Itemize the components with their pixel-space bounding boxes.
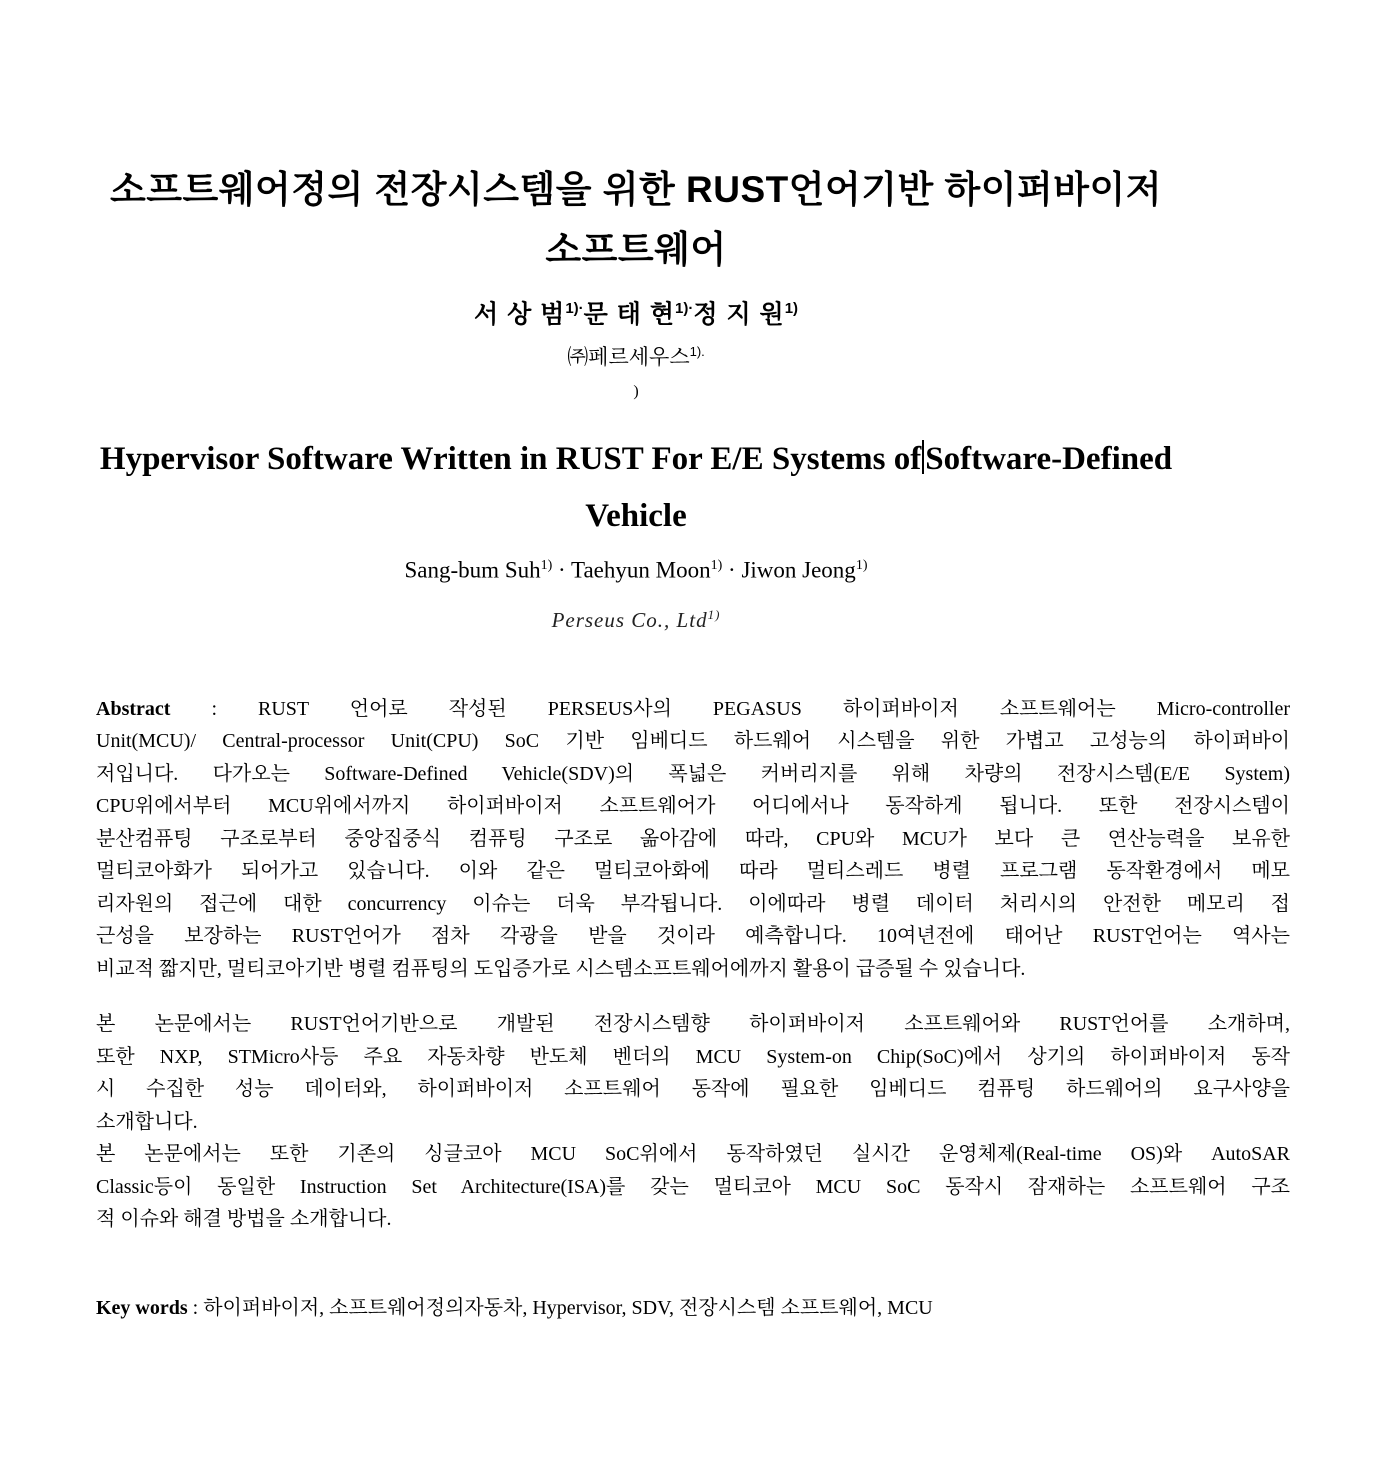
abstract-label: Abstract xyxy=(96,697,171,720)
author-footnote-mark: 1) xyxy=(540,558,553,574)
paragraph-line: 소개합니다. xyxy=(96,1110,198,1133)
author-footnote-mark: 1) xyxy=(855,558,868,574)
abstract-section xyxy=(96,693,1290,1324)
english-title xyxy=(96,431,1176,545)
english-author-name: Sang-bum Suh xyxy=(404,557,541,583)
english-title-line2: Vehicle xyxy=(585,498,687,535)
author-separator: · xyxy=(552,557,572,583)
english-affiliation xyxy=(96,600,1176,635)
abstract-line: 분산컴퓨팅 구조로부터 중앙집중식 컴퓨팅 구조로 옮아감에 따라, CPU와 MCU가 보다 큰 연산능력을 보유한 xyxy=(96,827,1290,850)
paragraph-line: 또한 NXP, STMicro사등 주요 자동차향 반도체 벤더의 MCU System-on Chip(SoC)에서 상기의 하이퍼바이저 동작 xyxy=(96,1045,1290,1068)
abstract-line: 멀티코아화가 되어가고 있습니다. 이와 같은 멀티코아화에 따라 멀티스레드 병렬 프로그램 동작환경에서 메모 xyxy=(96,860,1290,883)
abstract-line: CPU위에서부터 MCU위에서까지 하이퍼바이저 소프트웨어가 어디에서나 동작하게 됩니다. 또한 전장시스템이 xyxy=(96,795,1290,818)
abstract-line: Unit(MCU)/ Central-processor Unit(CPU) SoC 기반 임베디드 하드웨어 시스템을 위한 가볍고 고성능의 하이퍼바이 xyxy=(96,730,1290,753)
keywords-line xyxy=(96,1292,1290,1324)
affiliation-footnote-mark: 1) xyxy=(707,606,721,622)
abstract-line-text: : RUST 언어로 작성된 PERSEUS사의 PEGASUS 하이퍼바이저 소프트웨어는 Micro-controller xyxy=(170,697,1290,720)
body-paragraph-3 xyxy=(96,1138,1290,1236)
author-separator: · xyxy=(722,557,742,583)
english-authors xyxy=(96,549,1176,588)
abstract-line: 근성을 보장하는 RUST언어가 점차 각광을 받을 것이라 예측합니다. 10여년전에 태어난 RUST언어는 역사는 xyxy=(96,925,1290,948)
korean-title xyxy=(96,160,1176,280)
english-title-line1 xyxy=(96,431,1176,488)
affiliation-footnote-mark: 1). xyxy=(689,344,705,360)
body-paragraph-2 xyxy=(96,1008,1290,1138)
korean-author-name: 정 지 원 xyxy=(693,300,785,329)
author-footnote-mark: 1)· xyxy=(565,300,584,317)
english-author-name: Taehyun Moon xyxy=(571,557,711,583)
paragraph-line: 적 이슈와 해결 방법을 소개합니다. xyxy=(96,1208,392,1231)
abstract-line: 저입니다. 다가오는 Software-Defined Vehicle(SDV)의 폭넓은 커버리지를 위해 차량의 전장시스템(E/E System) xyxy=(96,762,1290,785)
author-footnote-mark: 1) xyxy=(784,300,799,317)
korean-affiliation xyxy=(96,337,1176,373)
korean-author-name: 문 태 현 xyxy=(583,300,675,329)
english-affiliation-text: Perseus Co., Ltd xyxy=(551,607,708,632)
korean-affiliation-text: ㈜페르세우스 xyxy=(567,346,690,370)
paragraph-line: 본 논문에서는 RUST언어기반으로 개발된 전장시스템향 하이퍼바이저 소프트웨어와 RUST언어를 소개하며, xyxy=(96,1013,1290,1036)
abstract-line: 비교적 짧지만, 멀티코아기반 병렬 컴퓨팅의 도입증가로 시스템소프트웨어에까지 활용이 급증될 수 있습니다. xyxy=(96,957,1026,980)
paragraph-line: 시 수집한 성능 데이터와, 하이퍼바이저 소프트웨어 동작에 필요한 임베디드 컴퓨팅 하드웨어의 요구사양을 xyxy=(96,1078,1290,1101)
english-title-part2: Software-Defined xyxy=(925,441,1173,478)
abstract-line xyxy=(96,693,1290,726)
keywords-label: Key words xyxy=(96,1296,188,1319)
korean-title-line1: 소프트웨어정의 전장시스템을 위한 RUST언어기반 하이퍼바이저 xyxy=(110,169,1162,210)
paragraph-line: 본 논문에서는 또한 기존의 싱글코아 MCU SoC위에서 동작하였던 실시간 운영체제(Real-time OS)와 AutoSAR xyxy=(96,1143,1290,1166)
keywords-text: : 하이퍼바이저, 소프트웨어정의자동차, Hypervisor, SDV, 전장시스템 소프트웨어, MCU xyxy=(187,1296,933,1319)
abstract-line: 리자원의 접근에 대한 concurrency 이슈는 더욱 부각됩니다. 이에따라 병렬 데이터 처리시의 안전한 메모리 접 xyxy=(96,892,1290,915)
author-footnote-mark: 1)· xyxy=(675,300,694,317)
korean-authors xyxy=(96,292,1176,331)
english-title-part1: Hypervisor Software Written in RUST For E/E Systems of xyxy=(99,441,922,478)
korean-author-name: 서 상 범 xyxy=(473,300,566,329)
korean-title-line2: 소프트웨어 xyxy=(545,229,727,270)
paragraph-line: Classic등이 동일한 Instruction Set Architecture(ISA)를 갖는 멀티코아 MCU SoC 동작시 잠재하는 소프트웨어 구조 xyxy=(96,1175,1290,1198)
heading-column xyxy=(96,160,1176,635)
text-cursor xyxy=(922,440,924,474)
author-footnote-mark: 1) xyxy=(710,558,723,574)
english-author-name: Jiwon Jeong xyxy=(741,557,856,583)
stray-parenthesis: ) xyxy=(633,383,639,401)
